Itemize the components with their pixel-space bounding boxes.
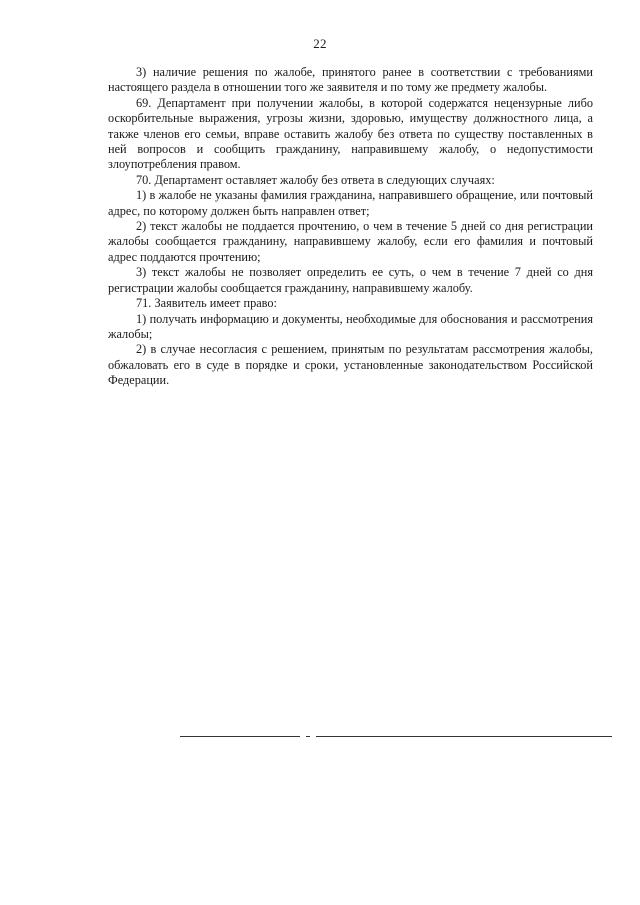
rule-segment	[306, 736, 310, 737]
paragraph-71-applicant-rights: 71. Заявитель имеет право:	[136, 296, 277, 311]
page-number: 22	[313, 36, 327, 51]
rule-segment	[316, 736, 612, 737]
paragraph-70-case-2: 2) текст жалобы не поддается прочтению, о чем в течение 5 дней со дня регистрации жалобы сообщается гражданину, направившему жалобу, если его фамилия и почтовый адрес поддаются прочтению;	[108, 219, 593, 264]
paragraph-70-case-3: 3) текст жалобы не позволяет определить ее суть, о чем в течение 7 дней со дня регистрации жалобы сообщается гражданину, направившему жалобу.	[108, 265, 593, 295]
document-body	[108, 65, 593, 389]
paragraph-item-3-repeat-complaint: 3) наличие решения по жалобе, принятого ранее в соответствии с требованиями настоящего раздела в отношении того же заявителя и по тому же предмету жалобы.	[108, 65, 593, 95]
paragraph-69-offensive-complaint: 69. Департамент при получении жалобы, в которой содержатся нецензурные либо оскорбительные выражения, угрозы жизни, здоровью, имуществу должностного лица, а также членов его семьи, вправе оставить жалобу без ответа по существу поставленных в ней вопросов и сообщить гражданину, направившему жалобу, о недопустимости злоупотребления правом.	[108, 95, 593, 172]
paragraph-71-right-1: 1) получать информацию и документы, необходимые для обоснования и рассмотрения жалобы;	[108, 311, 593, 341]
paragraph-70-case-1: 1) в жалобе не указаны фамилия гражданина, направившего обращение, или почтовый адрес, по которому должен быть направлен ответ;	[108, 188, 593, 218]
paragraph-71-right-2: 2) в случае несогласия с решением, принятым по результатам рассмотрения жалобы, обжаловать его в суде в порядке и сроки, установленные законодательством Российской Федерации.	[108, 342, 593, 388]
paragraph-70-no-answer-cases: 70. Департамент оставляет жалобу без ответа в следующих случаях:	[136, 172, 495, 187]
rule-segment	[180, 736, 300, 737]
